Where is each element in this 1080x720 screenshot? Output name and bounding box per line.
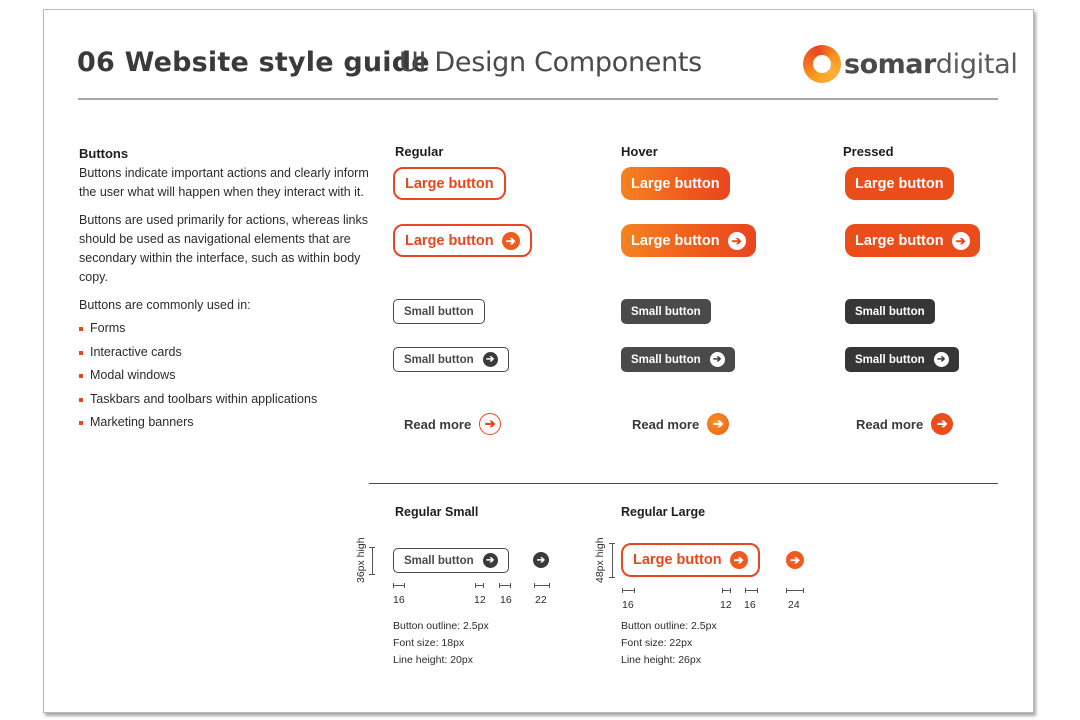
arrow-right-circle-icon: ➔ bbox=[931, 413, 953, 435]
spec-title-large: Regular Large bbox=[621, 505, 706, 519]
button-label: Large button bbox=[405, 175, 494, 192]
section-heading: Buttons bbox=[79, 146, 129, 161]
spec-line: Button outline: 2.5px bbox=[393, 620, 489, 632]
spec-line: Button outline: 2.5px bbox=[621, 620, 717, 632]
button-label: Large button bbox=[855, 232, 944, 249]
button-label: Small button bbox=[631, 353, 701, 366]
measure-label: 12 bbox=[720, 599, 732, 611]
small-button-regular[interactable] bbox=[393, 299, 485, 324]
list-item: Taskbars and toolbars within applications bbox=[79, 390, 369, 409]
height-annotation-small: 36px high bbox=[355, 537, 367, 583]
measure-label: 16 bbox=[393, 594, 405, 606]
spacing-measure bbox=[745, 588, 758, 593]
arrow-right-icon: ➔ bbox=[728, 232, 746, 250]
small-button-spec[interactable] bbox=[393, 548, 509, 573]
height-bracket-small bbox=[369, 547, 375, 575]
brand-logo bbox=[803, 45, 1018, 83]
intro-paragraph: Buttons are commonly used in: bbox=[79, 298, 251, 312]
button-label: Small button bbox=[404, 353, 474, 366]
small-button-hover[interactable] bbox=[621, 299, 711, 324]
standalone-arrow-icon-large: ➔ bbox=[786, 551, 804, 569]
height-annotation-large: 48px high bbox=[594, 537, 606, 583]
button-label: Large button bbox=[855, 175, 944, 192]
logo-wordmark-light: digital bbox=[935, 48, 1018, 80]
spacing-measure bbox=[786, 588, 804, 593]
state-label-hover: Hover bbox=[621, 144, 658, 159]
section-divider bbox=[369, 483, 998, 484]
link-label: Read more bbox=[632, 416, 700, 432]
header-divider bbox=[78, 98, 998, 100]
measure-label: 24 bbox=[788, 599, 800, 611]
read-more-link-pressed[interactable] bbox=[856, 413, 953, 435]
arrow-right-circle-icon: ➔ bbox=[479, 413, 501, 435]
large-button-pressed[interactable] bbox=[845, 167, 954, 200]
button-label: Small button bbox=[404, 554, 474, 567]
large-button-regular[interactable] bbox=[393, 167, 506, 200]
standalone-arrow-icon-small: ➔ bbox=[533, 552, 549, 568]
button-label: Large button bbox=[405, 232, 494, 249]
button-label: Small button bbox=[404, 305, 474, 318]
link-label: Read more bbox=[404, 416, 472, 432]
intro-paragraph: Buttons are used primarily for actions, whereas links should be used as navigational elements that are secondary within the interface, such as within body copy. bbox=[79, 213, 369, 284]
small-arrow-button-hover[interactable] bbox=[621, 347, 735, 372]
arrow-right-icon: ➔ bbox=[483, 352, 498, 367]
small-button-pressed[interactable] bbox=[845, 299, 935, 324]
height-bracket-large bbox=[609, 543, 615, 578]
arrow-right-icon: ➔ bbox=[483, 553, 498, 568]
measure-label: 22 bbox=[535, 594, 547, 606]
large-button-hover[interactable] bbox=[621, 167, 730, 200]
arrow-right-circle-icon: ➔ bbox=[707, 413, 729, 435]
arrow-right-icon: ➔ bbox=[934, 352, 949, 367]
arrow-right-icon: ➔ bbox=[952, 232, 970, 250]
list-item: Forms bbox=[79, 319, 369, 338]
measure-label: 12 bbox=[474, 594, 486, 606]
button-label: Large button bbox=[631, 232, 720, 249]
measure-label: 16 bbox=[744, 599, 756, 611]
button-label: Small button bbox=[855, 353, 925, 366]
page-subtitle: UI Design Components bbox=[399, 47, 702, 78]
spacing-measure bbox=[475, 583, 484, 588]
spec-line: Font size: 22px bbox=[621, 637, 693, 649]
list-item: Marketing banners bbox=[79, 413, 369, 432]
uses-list bbox=[79, 319, 369, 432]
logo-wordmark-bold: somar bbox=[844, 48, 936, 80]
spacing-measure bbox=[722, 588, 731, 593]
spec-details-large bbox=[621, 618, 717, 669]
spacing-measure bbox=[393, 583, 405, 588]
state-label-regular: Regular bbox=[395, 144, 444, 159]
spec-line: Line height: 20px bbox=[393, 654, 473, 666]
large-arrow-button-pressed[interactable] bbox=[845, 224, 980, 257]
arrow-right-icon: ➔ bbox=[710, 352, 725, 367]
button-label: Large button bbox=[631, 175, 720, 192]
intro-paragraph: Buttons indicate important actions and clearly inform the user what will happen when they interact with it. bbox=[79, 166, 369, 199]
list-item: Modal windows bbox=[79, 366, 369, 385]
large-arrow-button-regular[interactable] bbox=[393, 224, 532, 257]
spec-line: Line height: 26px bbox=[621, 654, 701, 666]
large-arrow-button-hover[interactable] bbox=[621, 224, 756, 257]
spec-title-small: Regular Small bbox=[395, 505, 479, 519]
small-arrow-button-pressed[interactable] bbox=[845, 347, 959, 372]
button-label: Large button bbox=[633, 552, 722, 568]
large-button-spec[interactable] bbox=[621, 543, 760, 577]
ring-logo-icon bbox=[803, 45, 841, 83]
page-title: 06 Website style guide bbox=[77, 47, 430, 78]
spec-details-small bbox=[393, 618, 489, 669]
small-arrow-button-regular[interactable] bbox=[393, 347, 509, 372]
link-label: Read more bbox=[856, 416, 924, 432]
button-label: Small button bbox=[855, 305, 925, 318]
spacing-measure bbox=[534, 583, 550, 588]
buttons-description bbox=[79, 144, 369, 437]
state-label-pressed: Pressed bbox=[843, 144, 894, 159]
arrow-right-icon: ➔ bbox=[730, 551, 748, 569]
spacing-measure bbox=[499, 583, 511, 588]
measure-label: 16 bbox=[622, 599, 634, 611]
arrow-right-icon: ➔ bbox=[502, 232, 520, 250]
button-label: Small button bbox=[631, 305, 701, 318]
spec-line: Font size: 18px bbox=[393, 637, 465, 649]
measure-label: 16 bbox=[500, 594, 512, 606]
list-item: Interactive cards bbox=[79, 343, 369, 362]
read-more-link-hover[interactable] bbox=[632, 413, 729, 435]
spacing-measure bbox=[622, 588, 635, 593]
read-more-link-regular[interactable] bbox=[404, 413, 501, 435]
